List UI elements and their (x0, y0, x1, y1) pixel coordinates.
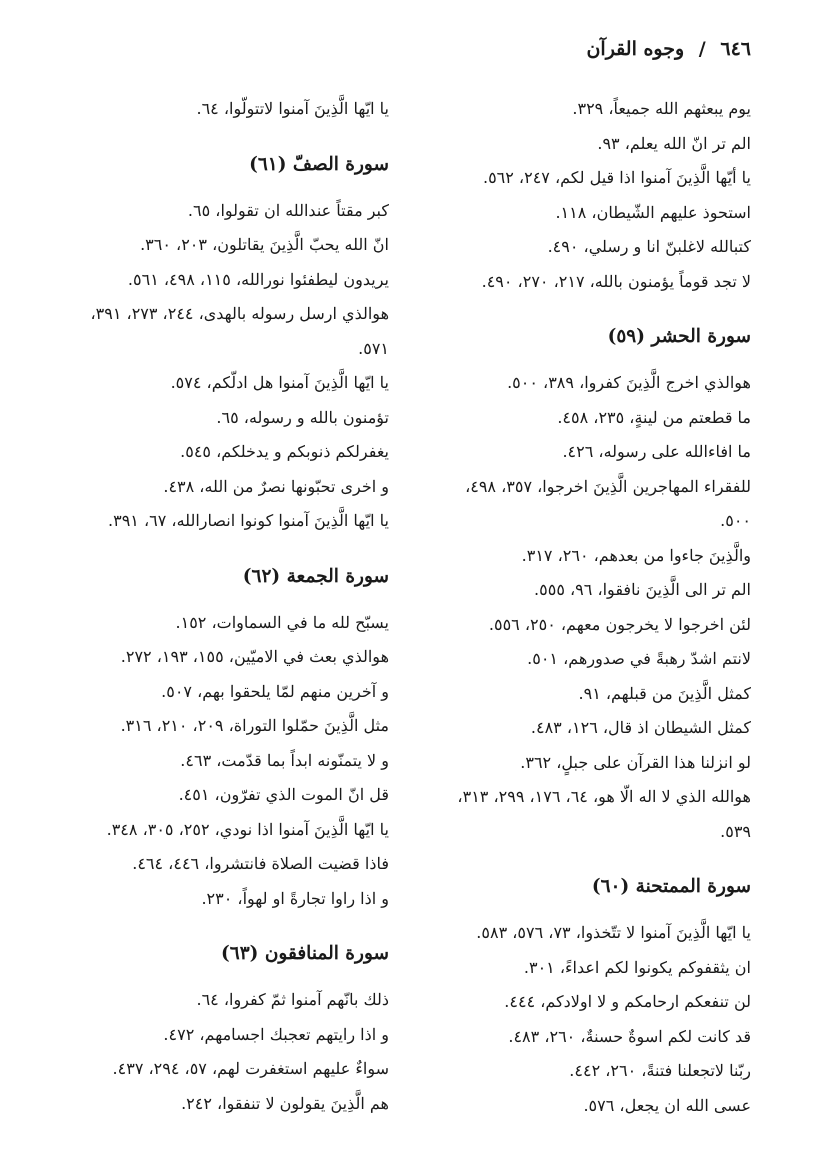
index-entry: يغفرلكم ذنوبكم و يدخلكم، ٥٤٥. (180, 442, 389, 461)
surah-heading: سورة الصفّ (٦١) (249, 153, 389, 175)
index-entry: و لا يتمنّونه ابداً بما قدّمت، ٤٦٣. (180, 750, 389, 770)
surah-heading: سورة الحشر (٥٩) (607, 326, 751, 347)
book-title: وجوه القرآن (586, 38, 685, 60)
index-entry: عسى الله ان يجعل، ٥٧٦. (583, 1095, 751, 1115)
index-entry: ما قطعتم من لينةٍ، ٢٣٥، ٤٥٨. (557, 407, 751, 427)
index-entry: ان يثقفوكم يكونوا لكم اعداءً، ٣٠١. (523, 957, 751, 977)
index-entry: يريدون ليطفئوا نورالله، ١١٥، ٤٩٨، ٥٦١. (127, 269, 389, 289)
left-column (19, 92, 389, 1121)
index-entry: هوالذي ارسل رسوله بالهدى، ٢٤٤، ٢٧٣، ٣٩١، (90, 304, 389, 323)
index-entry: هوالذي اخرج الَّذِينَ كفروا، ٣٨٩، ٥٠٠. (507, 373, 751, 392)
index-entry: يا ايّها الَّذِينَ آمنوا اذا نودي، ٢٥٢، ٣٠٥، ٣٤٨. (106, 819, 389, 839)
index-entry: للفقراء المهاجرين الَّذِينَ اخرجوا، ٣٥٧، ٤٩٨، (465, 476, 751, 496)
index-entry: ذلك بانّهم آمنوا ثمّ كفروا، ٦٤. (196, 990, 389, 1009)
index-entry: يا ايّها الَّذِينَ آمنوا لا تتّخذوا، ٧٣، ٥٧٦، ٥٨٣. (476, 923, 751, 942)
running-header (586, 38, 751, 60)
index-entry: استحوذ عليهم الشّيطان، ١١٨. (555, 202, 751, 222)
index-entry: الم تر انّ الله يعلم، ٩٣. (597, 133, 751, 153)
header-separator: / (698, 38, 706, 60)
index-entry: قد كانت لكم اسوةٌ حسنةٌ، ٢٦٠، ٤٨٣. (508, 1026, 751, 1046)
index-entry: ٥٣٩. (720, 821, 751, 841)
index-entry: كبر مقتاً عندالله ان تقولوا، ٦٥. (187, 200, 389, 220)
surah-heading: سورة الجمعة (٦٢) (242, 565, 389, 587)
index-entry: ربّنا لاتجعلنا فتنةً، ٢٦٠، ٤٤٢. (569, 1061, 751, 1080)
index-entry: هوالذي بعث في الاميّين، ١٥٥، ١٩٣، ٢٧٢. (120, 647, 389, 666)
index-entry: لو انزلنا هذا القرآن على جبلٍ، ٣٦٢. (520, 752, 751, 772)
surah-heading: سورة المنافقون (٦٣) (221, 943, 389, 964)
index-entry: ٥٠٠. (720, 511, 751, 530)
index-entry: سواءٌ عليهم استغفرت لهم، ٥٧، ٢٩٤، ٤٣٧. (112, 1059, 389, 1078)
index-entry: مثل الَّذِينَ حمّلوا التوراة، ٢٠٩، ٢١٠، ٣١٦. (120, 716, 389, 735)
surah-heading: سورة الممتحنة (٦٠) (591, 876, 751, 897)
index-entry: كمثل الَّذِينَ من قبلهم، ٩١. (578, 683, 751, 703)
index-entry: و اذا راوا تجارةً او لهواً، ٢٣٠. (201, 888, 389, 908)
index-entry: لئن اخرجوا لا يخرجون معهم، ٢٥٠، ٥٥٦. (488, 614, 751, 634)
index-entry: تؤمنون بالله و رسوله، ٦٥. (216, 407, 389, 427)
index-entry: كتبالله لاغلبنّ انا و رسلي، ٤٩٠. (547, 237, 751, 256)
index-entry: كمثل الشيطان اذ قال، ١٢٦، ٤٨٣. (530, 718, 751, 737)
index-entry: هم الَّذِينَ يقولون لا تنفقوا، ٢٤٢. (181, 1093, 389, 1113)
index-entry: يوم يبعثهم الله جميعاً، ٣٢٩. (572, 99, 751, 118)
index-entry: ما افاءالله على رسوله، ٤٢٦. (562, 442, 751, 461)
index-entry: الم تر الى الَّذِينَ نافقوا، ٩٦، ٥٥٥. (534, 580, 751, 599)
index-entry: يسبّح لله ما في السماوات، ١٥٢. (175, 612, 389, 632)
index-entry: قل انّ الموت الذي تفرّون، ٤٥١. (178, 785, 389, 804)
index-entry: و آخرين منهم لمّا يلحقوا بهم، ٥٠٧. (161, 681, 389, 701)
right-column (421, 92, 751, 1123)
index-entry: و اذا رايتهم تعجبك اجسامهم، ٤٧٢. (163, 1024, 389, 1044)
index-entry: لانتم اشدّ رهبةً في صدورهم، ٥٠١. (527, 649, 751, 668)
index-entry: لا تجد قوماً يؤمنون بالله، ٢١٧، ٢٧٠، ٤٩٠. (481, 271, 751, 291)
index-entry: هوالله الذي لا اله الّا هو، ٦٤، ١٧٦، ٢٩٩، ٣١٣، (457, 787, 751, 806)
index-entry: ٥٧١. (358, 338, 389, 358)
page-number: ٦٤٦ (720, 38, 751, 60)
index-entry: يا أيّها الَّذِينَ آمنوا اذا قيل لكم، ٢٤٧، ٥٦٢. (482, 168, 751, 187)
index-entry: يا ايّها الَّذِينَ آمنوا لاتتولّوا، ٦٤. (196, 99, 389, 118)
index-entry: فاذا قضيت الصلاة فانتشروا، ٤٤٦، ٤٦٤. (132, 854, 389, 873)
index-entry: والَّذِينَ جاءوا من بعدهم، ٢٦٠، ٣١٧. (521, 545, 751, 565)
index-entry: يا ايّها الَّذِينَ آمنوا هل ادلّكم، ٥٧٤. (170, 373, 389, 392)
index-entry: انّ الله يحبّ الَّذِينَ يقاتلون، ٢٠٣، ٣٦٠. (140, 235, 389, 254)
index-entry: لن تنفعكم ارحامكم و لا اولادكم، ٤٤٤. (504, 992, 751, 1011)
index-entry: يا ايّها الَّذِينَ آمنوا كونوا انصارالله، ٦٧، ٣٩١. (108, 511, 389, 530)
index-entry: و اخرى تحبّونها نصرٌ من الله، ٤٣٨. (163, 476, 389, 496)
